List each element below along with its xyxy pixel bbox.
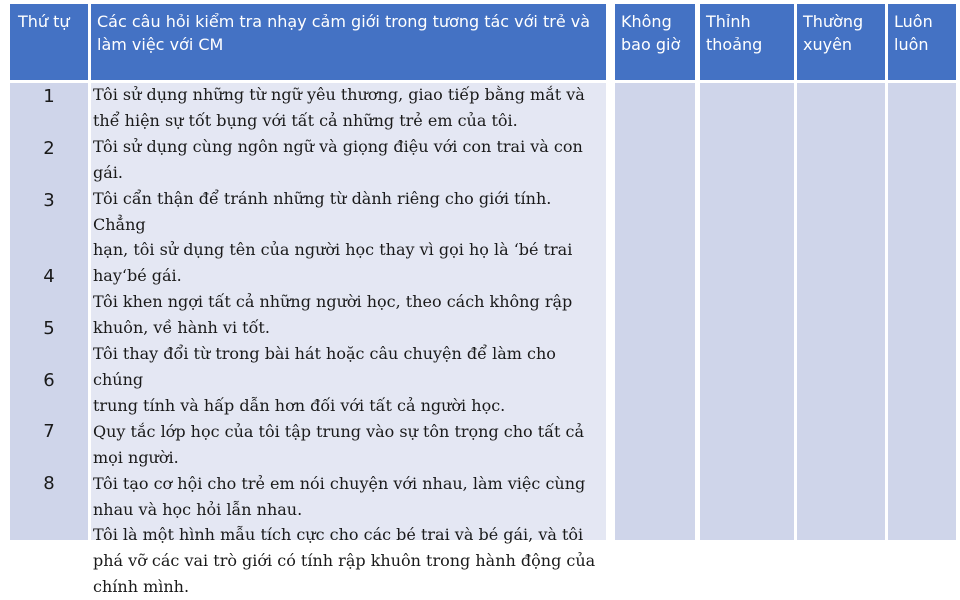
header-always <box>888 4 956 80</box>
question-text: Tôi thay đổi từ trong bài hát hoặc câu chuyện để làm cho chúng trung tính và hấp dẫn hơn đối với tất cả người học. <box>93 344 556 415</box>
row-number: 5 <box>43 318 55 339</box>
often-column[interactable] <box>797 83 885 540</box>
row-number: 8 <box>43 473 55 494</box>
question-text: Tôi cẩn thận để tránh những từ dành riêng cho giới tính. Chẳng hạn, tôi sử dụng tên của người học thay vì gọi họ là ‘bé trai hay‘bé gái. <box>93 188 573 286</box>
header-often-label: Thường xuyên <box>803 12 864 54</box>
header-order <box>10 4 88 80</box>
always-column[interactable] <box>888 83 956 540</box>
question-text: Quy tắc lớp học của tôi tập trung vào sự tôn trọng cho tất cả mọi người. <box>93 421 585 467</box>
header-order-label: Thứ tự <box>18 12 70 31</box>
sometimes-column[interactable] <box>700 83 794 540</box>
question-text: Tôi là một hình mẫu tích cực cho các bé trai và bé gái, và tôi phá vỡ các vai trò giới có tính rập khuôn trong hành động của chính mình. <box>93 525 596 597</box>
header-often <box>797 4 885 80</box>
header-sometimes-label: Thỉnh thoảng <box>706 12 763 54</box>
question-text: Tôi khen ngợi tất cả những người học, theo cách không rập khuôn, về hành vi tốt. <box>93 292 573 338</box>
header-never <box>615 4 695 80</box>
question-list <box>93 82 608 600</box>
row-number: 1 <box>43 86 55 107</box>
row-number: 7 <box>43 421 55 442</box>
question-text: Tôi sử dụng cùng ngôn ngữ và giọng điệu với con trai và con gái. <box>93 136 583 182</box>
row-number: 6 <box>43 370 55 391</box>
row-number: 3 <box>43 190 55 211</box>
header-sometimes <box>700 4 794 80</box>
question-text: Tôi sử dụng những từ ngữ yêu thương, giao tiếp bằng mắt và thể hiện sự tốt bụng với tất cả những trẻ em của tôi. <box>93 85 585 130</box>
row-number: 2 <box>43 138 55 159</box>
header-question <box>91 4 606 80</box>
row-number: 4 <box>43 266 55 287</box>
header-always-label: Luôn luôn <box>894 12 933 54</box>
header-question-label: Các câu hỏi kiểm tra nhạy cảm giới trong tương tác với trẻ và làm việc với CM <box>97 12 591 54</box>
header-never-label: Không bao giờ <box>621 12 681 54</box>
question-text: Tôi tạo cơ hội cho trẻ em nói chuyện với nhau, làm việc cùng nhau và học hỏi lẫn nhau. <box>93 473 586 519</box>
never-column[interactable] <box>615 83 695 540</box>
